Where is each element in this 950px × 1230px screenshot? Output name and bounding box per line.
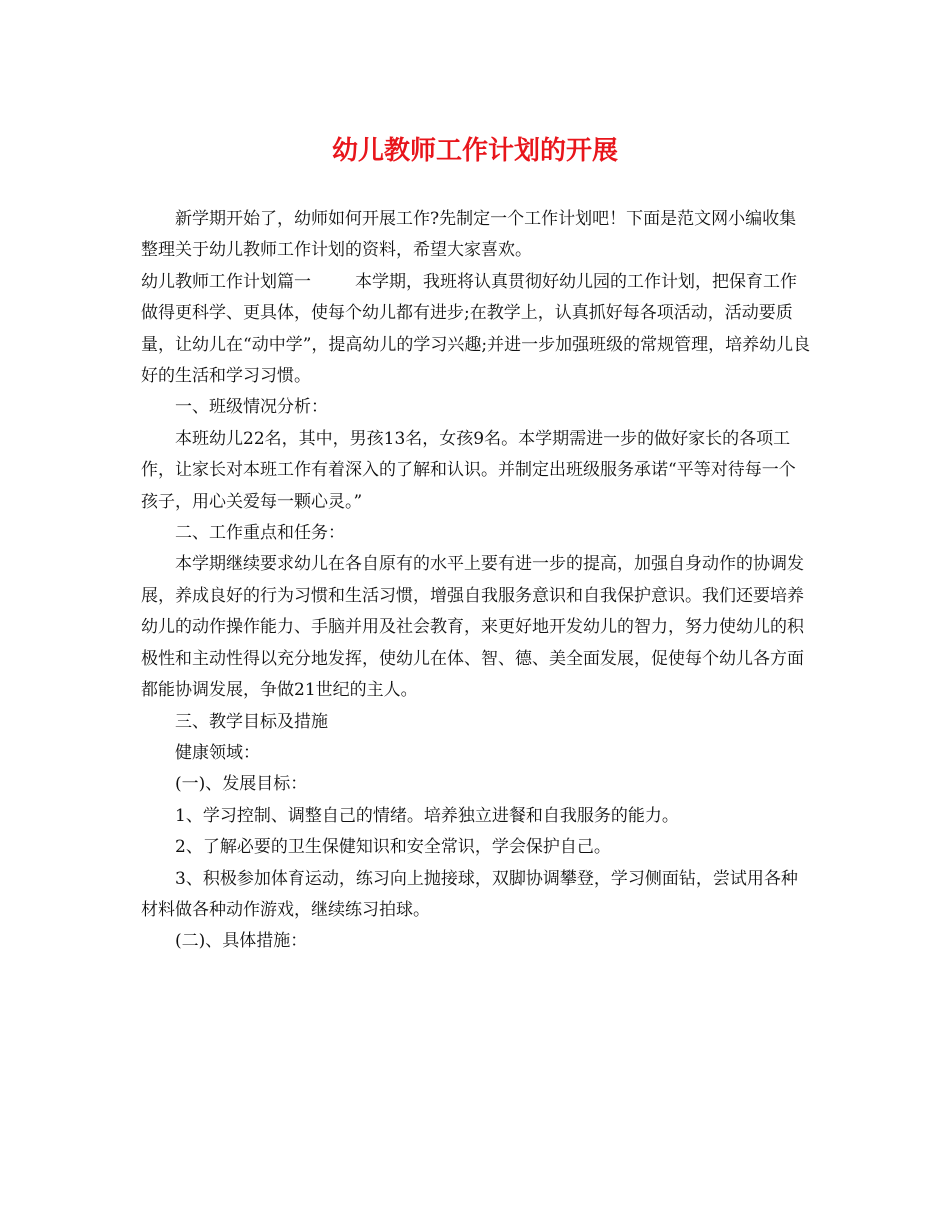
section-heading-focus-tasks: 二、工作重点和任务：: [175, 523, 345, 544]
plan-paragraph: [141, 267, 811, 393]
document-title: 幼儿教师工作计划的开展: [331, 136, 618, 166]
plan-section-label: 幼儿教师工作计划篇一: [141, 271, 311, 292]
focus-tasks-paragraph: 本学期继续要求幼儿在各自原有的水平上要有进一步的提高，加强自身动作的协调发展，养成良好的行为习惯和生活习惯，增强自我服务意识和自我保护意识。我们还要培养幼儿的动作操作能力、手脑并用及社会教育，来更好地开发幼儿的智力，努力使幼儿的积极性和主动性得以充分地发挥，使幼儿在体、智、德、美全面发展，促使每个幼儿各方面都能协调发展，争做21世纪的主人。: [141, 554, 804, 701]
subheading-specific-measures: (二)、具体措施：: [175, 931, 308, 952]
section-heading-class-analysis: 一、班级情况分析：: [175, 397, 328, 418]
intro-paragraph: 新学期开始了，幼师如何开展工作?先制定一个工作计划吧！下面是范文网小编收集整理关于幼儿教师工作计划的资料，希望大家喜欢。: [141, 209, 797, 261]
plan-paragraph-text: 本学期，我班将认真贯彻好幼儿园的工作计划，把保育工作做得更科学、更具体，使每个幼儿都有进步;在教学上，认真抓好每各项活动，活动要质量，让幼儿在“动中学”，提高幼儿的学习兴趣;并进一步加强班级的常规管理，培养幼儿良好的生活和学习习惯。: [141, 271, 811, 387]
goal-item-3: 3、积极参加体育运动，练习向上抛接球，双脚协调攀登，学习侧面钻，尝试用各种材料做各种动作游戏，继续练习拍球。: [141, 868, 798, 920]
document-body: [141, 204, 811, 958]
goal-item-1: 1、学习控制、调整自己的情绪。培养独立进餐和自我服务的能力。: [175, 805, 679, 826]
section-heading-teaching-goals: 三、教学目标及措施: [175, 711, 328, 732]
class-analysis-paragraph: 本班幼儿22名，其中，男孩13名，女孩9名。本学期需进一步的做好家长的各项工作，让家长对本班工作有着深入的了解和认识。并制定出班级服务承诺“平等对待每一个孩子，用心关爱每一颗心灵。”: [141, 428, 796, 512]
subheading-health-domain: 健康领域：: [175, 742, 260, 763]
subheading-development-goals: (一)、发展目标：: [175, 774, 308, 795]
goal-item-2: 2、了解必要的卫生保健知识和安全常识，学会保护自己。: [175, 837, 611, 858]
